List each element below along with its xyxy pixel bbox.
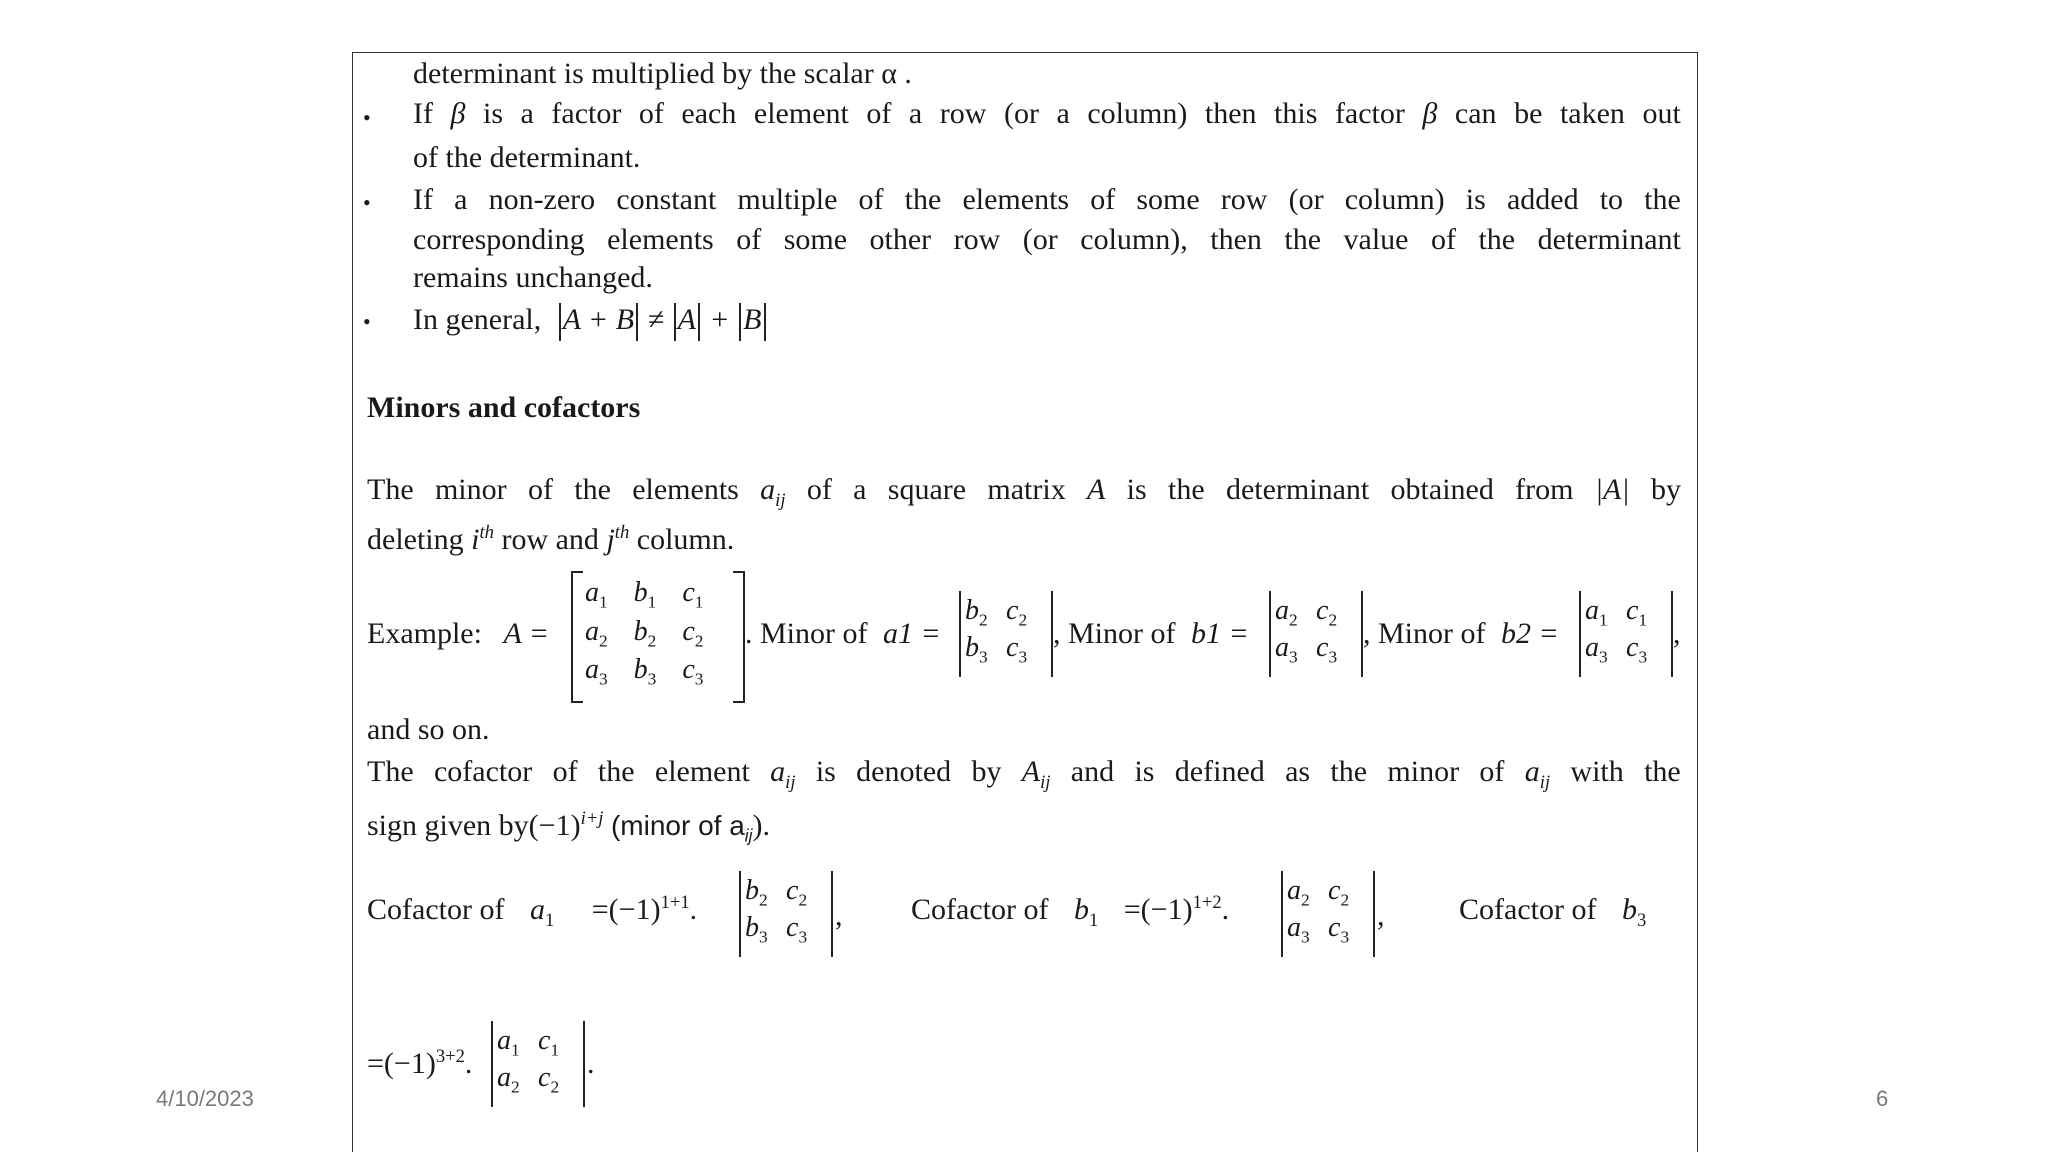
matrix-entry: $c_3$ [1006, 632, 1028, 667]
cofactor-a1-determinant [739, 871, 833, 957]
matrix-entry: $a_2$ [1275, 595, 1298, 630]
word: of [1479, 755, 1505, 788]
word: β [1422, 97, 1438, 130]
matrix-entry: $a_2$ [585, 615, 608, 651]
word: of [806, 473, 832, 506]
word: some [783, 223, 848, 256]
word: of [638, 97, 664, 130]
word: column) [1344, 183, 1445, 216]
and-so-on: and so on. [367, 713, 490, 746]
matrix-entry: $a_2$ [1287, 875, 1310, 910]
cofactor-b3-value: $=(-1)^{3+2}$. [367, 1046, 473, 1080]
word: |A| [1594, 473, 1630, 506]
word: the [1478, 223, 1516, 256]
document-image-frame [352, 52, 1698, 1152]
word: $a_{ij}$ [770, 755, 796, 793]
word: The [367, 755, 414, 788]
cofactor-b1-determinant [1281, 871, 1375, 957]
word: denoted [856, 755, 952, 788]
cofactor-b3-determinant [491, 1021, 585, 1107]
word: out [1642, 97, 1681, 130]
word: the [1167, 473, 1205, 506]
matrix-entry: $b_3$ [745, 912, 768, 947]
bullet-text-multiple-line2 [413, 223, 1681, 257]
matrix-entry: $c_3$ [1316, 632, 1338, 667]
word: then [1210, 223, 1262, 256]
matrix-entry: $a_3$ [1287, 912, 1310, 947]
matrix-A [571, 571, 745, 703]
word: cofactor [433, 755, 533, 788]
word: the [597, 755, 635, 788]
word: A [1087, 473, 1106, 506]
word: $a_{ij}$ [760, 473, 786, 511]
word: each [681, 97, 737, 130]
matrix-entry: $a_1$ [585, 577, 608, 612]
matrix-entry: $b_1$ [633, 577, 657, 612]
word: column), [1080, 223, 1188, 256]
matrix-entry: $c_2$ [1316, 595, 1338, 630]
word: other [869, 223, 932, 256]
matrix-entry: $b_2$ [745, 875, 768, 910]
word: a [908, 97, 923, 130]
word: is [1134, 755, 1155, 788]
matrix-entry: $b_3$ [965, 632, 988, 667]
word: of [736, 223, 762, 256]
matrix-entry: $c_3$ [1328, 912, 1350, 947]
word: with [1570, 755, 1624, 788]
word: of [527, 473, 553, 506]
bullet-text-factor-line1 [413, 97, 1681, 131]
matrix-entry: $c_2$ [1006, 595, 1028, 630]
word: If [413, 183, 433, 216]
minor-b1-determinant [1269, 591, 1363, 677]
word: by [1650, 473, 1681, 506]
minor-definition-line2: deleting $i^{th}$ row and $j^{th}$ column. [367, 522, 735, 556]
word: non-zero [488, 183, 596, 216]
slide-date: 4/10/2023 [156, 1086, 254, 1111]
word: taken [1559, 97, 1625, 130]
word: to [1599, 183, 1624, 216]
word: row [939, 97, 987, 130]
general-inequality-formula: A + B ≠ A + B [557, 303, 768, 336]
matrix-entry: $a_3$ [1275, 632, 1298, 667]
matrix-entry: $c_2$ [538, 1062, 560, 1097]
matrix-entry: $c_3$ [1626, 632, 1648, 667]
word: a [520, 97, 534, 130]
word: (or [1288, 183, 1324, 216]
word: factor [1334, 97, 1405, 130]
word: as [1285, 755, 1311, 788]
word: element [753, 97, 849, 130]
word: and [1070, 755, 1115, 788]
word: added [1506, 183, 1579, 216]
bullet-text-multiple-line1 [413, 183, 1681, 217]
example-trailing-comma: , [1673, 617, 1681, 650]
bullet-text-factor-line2: of the determinant. [413, 141, 641, 174]
word: of [858, 183, 884, 216]
cofactor-comma: , [835, 899, 843, 932]
minor-a1-determinant [959, 591, 1053, 677]
matrix-entry: $a_3$ [585, 654, 608, 689]
minor-definition-line1 [367, 473, 1681, 511]
word: the [1284, 223, 1322, 256]
word: a [1056, 97, 1070, 130]
word: elements [607, 223, 714, 256]
cofactor-definition-line1 [367, 755, 1681, 793]
matrix-entry: $c_2$ [786, 875, 808, 910]
matrix-entry: $c_3$ [682, 654, 704, 689]
word: some [1136, 183, 1200, 216]
word: row [953, 223, 1001, 256]
matrix-entry: $c_1$ [1626, 595, 1648, 630]
word: can [1454, 97, 1497, 130]
word: constant [616, 183, 717, 216]
word: a [853, 473, 867, 506]
cofactor-definition-line2: sign given $by(-1)^{i+j}$ (minor of $a_{ij}$). [367, 808, 771, 846]
word: $a_{ij}$ [1524, 755, 1551, 793]
cofactor-b3-label: Cofactor of $b_3$ [1459, 893, 1647, 931]
cofactor-comma: , [1377, 899, 1385, 932]
word: of [866, 97, 892, 130]
matrix-entry: $b_2$ [965, 595, 988, 630]
word: is [815, 755, 836, 788]
text-line-continuation: determinant is multiplied by the scalar α . [413, 57, 912, 90]
word: of [552, 755, 578, 788]
bullet-text-general: In general, A + B ≠ A + B [413, 303, 768, 341]
word: be [1514, 97, 1543, 130]
word: multiple [737, 183, 838, 216]
word: obtained [1390, 473, 1494, 506]
cofactor-period: . [587, 1047, 595, 1080]
word: elements [632, 473, 739, 506]
word: is [1465, 183, 1486, 216]
matrix-entry: $a_1$ [1585, 595, 1608, 630]
word: (or [1022, 223, 1058, 256]
bullet-dot: • [363, 190, 371, 215]
word: by [971, 755, 1002, 788]
matrix-entry: $c_2$ [682, 615, 704, 651]
word: the [904, 183, 942, 216]
word: corresponding [413, 223, 585, 256]
minor-b2-label: , Minor of b2 = [1363, 617, 1559, 650]
word: determinant [1225, 473, 1370, 506]
section-heading: Minors and cofactors [367, 391, 641, 424]
example-label: Example: A = [367, 617, 549, 650]
bullet-dot: • [363, 105, 371, 130]
matrix-entry: $b_3$ [633, 654, 657, 689]
word: If [413, 97, 433, 130]
bullet-dot: • [363, 309, 371, 334]
word: a [454, 183, 468, 216]
cofactor-b1-label: Cofactor of $b_1 =(-1)^{1+2}$. [911, 892, 1230, 931]
matrix-entry: $c_1$ [538, 1025, 560, 1060]
bullet-text-multiple-line3: remains unchanged. [413, 261, 653, 294]
word: this [1274, 97, 1318, 130]
word: is [1126, 473, 1147, 506]
word: β [450, 97, 466, 130]
word: minor [1387, 755, 1460, 788]
word: element [654, 755, 750, 788]
word: from [1515, 473, 1574, 506]
word: determinant [1537, 223, 1681, 256]
word: value [1343, 223, 1409, 256]
matrix-entry: $c_2$ [1328, 875, 1350, 910]
word: minor [434, 473, 507, 506]
word: of [1430, 223, 1456, 256]
matrix-entry: $b_2$ [633, 615, 657, 651]
word: column) [1087, 97, 1188, 130]
matrix-entry: $a_1$ [497, 1025, 520, 1060]
minor-b2-determinant [1579, 591, 1673, 677]
matrix-entry: $c_3$ [786, 912, 808, 947]
matrix-entry: $c_1$ [682, 577, 704, 612]
word: then [1204, 97, 1257, 130]
matrix-entry: $a_2$ [497, 1062, 520, 1097]
word: square [887, 473, 967, 506]
word: the [1330, 755, 1368, 788]
cofactor-a1-label: Cofactor of $a_1 =(-1)^{1+1}$. [367, 892, 698, 931]
word: elements [962, 183, 1070, 216]
word: of [1090, 183, 1116, 216]
word: factor [551, 97, 622, 130]
word: is [483, 97, 504, 130]
word: the [1644, 183, 1681, 216]
word: The [367, 473, 414, 506]
slide-number: 6 [1876, 1086, 1889, 1111]
word: row [1220, 183, 1268, 216]
word: matrix [987, 473, 1066, 506]
word: defined [1174, 755, 1265, 788]
word: (or [1003, 97, 1039, 130]
minor-a1-label: . Minor of a1 = [745, 617, 941, 650]
word: the [1644, 755, 1681, 788]
minor-b1-label: , Minor of b1 = [1053, 617, 1249, 650]
word: the [574, 473, 611, 506]
matrix-entry: $a_3$ [1585, 632, 1608, 667]
word: $A_{ij}$ [1021, 755, 1051, 793]
